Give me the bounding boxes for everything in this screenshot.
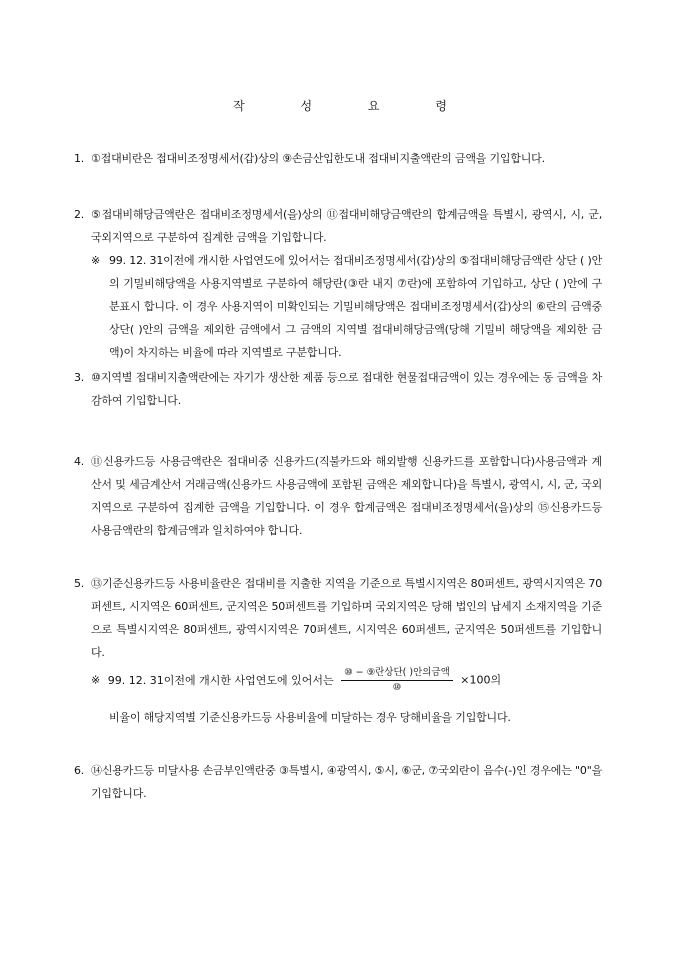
item-text: ⑪신용카드등 사용금액란은 접대비중 신용카드(직불카드와 해외발행 신용카드를 포함합니다)사용금액과 계산서 및 세금계산서 거래금액(신용카드 사용금액에 포함된 금액은 제외합니다)을 특별시, 광역시, 시, 군, 국외지역으로 구분하여 집계한 금액을 기입합니다. 이 경우 합계금액은 접대비조정명세서(을)상의 ⑮신용카드등 사용금액란의 합계금액과 일치하여야 합니다.	[91, 455, 602, 537]
ratio-fraction	[341, 667, 453, 694]
note-continuation: 비율이 해당지역별 기준신용카드등 사용비율에 미달하는 경우 당해비율을 기입합니다.	[109, 711, 511, 724]
item-text: ⑭신용카드등 미달사용 손금부인액란중 ③특별시, ④광역시, ⑤시, ⑥군, ⑦국외란이 음수(-)인 경우에는 "0"을 기입합니다.	[91, 764, 602, 800]
item-number: 4.	[74, 455, 85, 468]
list-item-2	[74, 203, 602, 249]
note-lead: 99. 12. 31이전에 개시한 사업연도에 있어서는	[107, 673, 334, 687]
list-item-3	[74, 366, 602, 412]
note-mark: ※	[91, 673, 101, 687]
list-item-6	[74, 759, 602, 805]
item-text: ⑬기준신용카드등 사용비율란은 접대비를 지출한 지역을 기준으로 특별시지역은 80퍼센트, 광역시지역은 70퍼센트, 시지역은 60퍼센트, 군지역은 50퍼센트를 기입하며 국외지역은 당해 법인의 납세지 소재지역을 기준으로 특별시지역은 80퍼센트, 광역시지역은 70퍼센트, 시지역은 60퍼센트, 군지역은 50퍼센트를 기입합니다.	[91, 577, 602, 659]
fraction-denominator: ⑩	[392, 682, 402, 693]
note-item-2	[91, 249, 602, 364]
note-item-5	[91, 667, 602, 694]
item-number: 1.	[74, 152, 85, 165]
list-item-4	[74, 450, 602, 542]
item-number: 6.	[74, 764, 85, 777]
fraction-numerator: ⑩ − ⑨란상단( )안의금액	[341, 667, 453, 681]
list-item-1	[74, 147, 602, 170]
fraction-multiplier: ×100의	[460, 673, 502, 687]
item-text: ⑤접대비해당금액란은 접대비조정명세서(을)상의 ⑪접대비해당금액란의 합계금액을 특별시, 광역시, 시, 군, 국외지역으로 구분하여 집계한 금액을 기입합니다.	[91, 208, 602, 244]
note-mark: ※	[91, 254, 101, 267]
item-text: ⑩지역별 접대비지출액란에는 자기가 생산한 제품 등으로 접대한 현물접대금액이 있는 경우에는 동 금액을 차감하여 기입합니다.	[91, 371, 602, 407]
item-number: 2.	[74, 208, 85, 221]
note-text: 99. 12. 31이전에 개시한 사업연도에 있어서는 접대비조정명세서(갑)상의 ⑤접대비해당금액란 상단 ( )안의 기밀비해당액을 사용지역별로 구분하여 해당란(③란 내지 ⑦란)에 포함하여 기입하고, 상단 ( )안에 구분표시 합니다. 이 경우 사용지역이 미확인되는 기밀비해당액은 접대비조정명세서(갑)상의 ⑥란의 금액중 상단( )안의 금액을 제외한 금액에서 그 금액의 지역별 접대비해당금액(당해 기밀비 해당액을 제외한 금액)이 차지하는 비율에 따라 지역별로 구분합니다.	[109, 254, 602, 359]
item-number: 5.	[74, 577, 85, 590]
list-item-5	[74, 572, 602, 664]
page-title: 작 성 요 령	[233, 99, 473, 113]
item-number: 3.	[74, 371, 85, 384]
item-text: ①접대비란은 접대비조정명세서(갑)상의 ⑨손금산입한도내 접대비지출액란의 금액을 기입합니다.	[91, 152, 545, 165]
